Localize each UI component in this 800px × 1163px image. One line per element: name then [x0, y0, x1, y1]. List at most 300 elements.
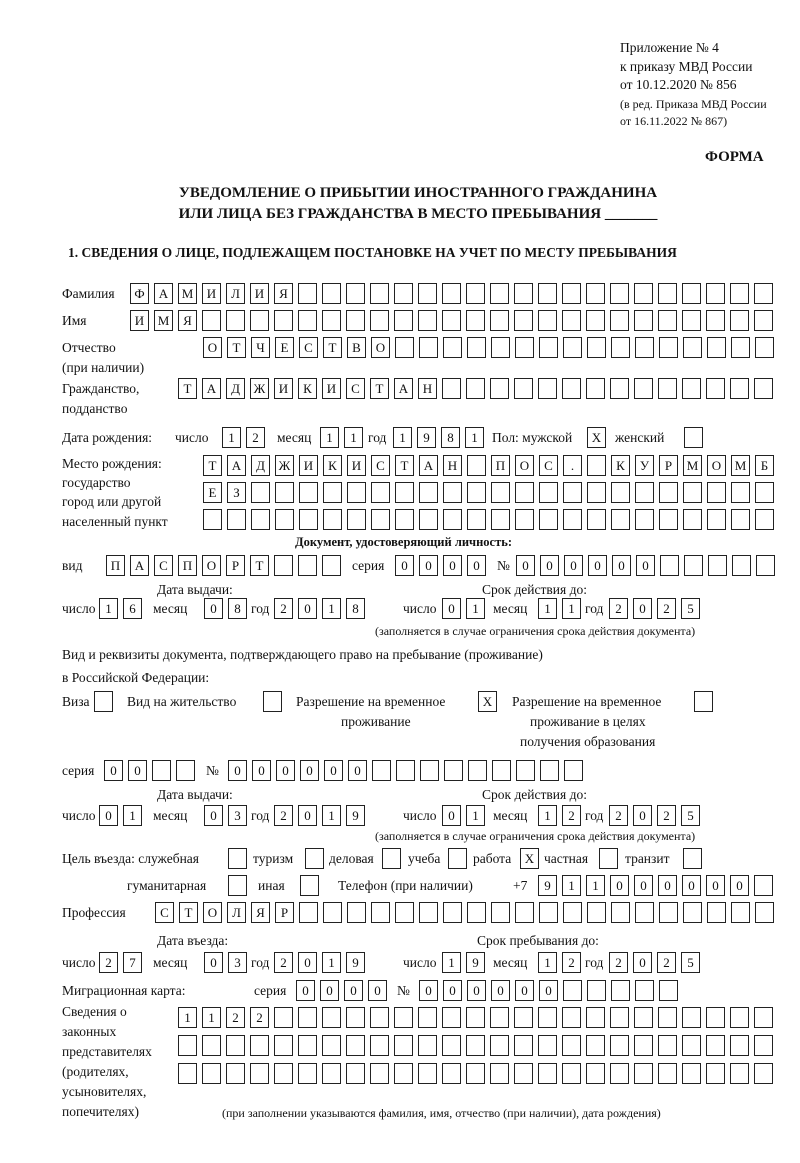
entry-year-field[interactable] [274, 952, 365, 973]
char-cell[interactable] [442, 283, 461, 304]
char-cell[interactable] [263, 691, 282, 712]
char-cell[interactable] [694, 691, 713, 712]
char-cell[interactable] [275, 509, 294, 530]
char-cell[interactable] [562, 283, 581, 304]
char-cell[interactable]: М [683, 455, 702, 476]
char-cell[interactable] [634, 1063, 653, 1084]
char-cell[interactable]: Ф [130, 283, 149, 304]
char-cell[interactable] [322, 555, 341, 576]
char-cell[interactable]: О [203, 337, 222, 358]
char-cell[interactable] [418, 1007, 437, 1028]
char-cell[interactable] [394, 310, 413, 331]
char-cell[interactable] [274, 555, 293, 576]
char-cell[interactable] [442, 310, 461, 331]
char-cell[interactable] [611, 482, 630, 503]
char-cell[interactable]: 2 [657, 952, 676, 973]
char-cell[interactable]: 0 [104, 760, 123, 781]
char-cell[interactable]: 1 [442, 952, 461, 973]
char-cell[interactable] [305, 848, 324, 869]
char-cell[interactable]: 0 [540, 555, 559, 576]
visa-checkbox[interactable] [94, 691, 113, 712]
dob-month-field[interactable] [320, 427, 363, 448]
char-cell[interactable]: 2 [274, 952, 293, 973]
char-cell[interactable] [466, 378, 485, 399]
char-cell[interactable] [298, 1007, 317, 1028]
char-cell[interactable]: 0 [658, 875, 677, 896]
char-cell[interactable] [228, 848, 247, 869]
char-cell[interactable] [298, 1035, 317, 1056]
char-cell[interactable] [298, 310, 317, 331]
char-cell[interactable] [658, 283, 677, 304]
char-cell[interactable] [347, 509, 366, 530]
mig-number-field[interactable] [419, 980, 678, 1001]
char-cell[interactable]: 2 [609, 952, 628, 973]
char-cell[interactable]: С [539, 455, 558, 476]
char-cell[interactable]: 0 [296, 980, 315, 1001]
char-cell[interactable] [683, 509, 702, 530]
char-cell[interactable]: И [274, 378, 293, 399]
char-cell[interactable] [658, 1035, 677, 1056]
char-cell[interactable]: 0 [633, 952, 652, 973]
char-cell[interactable] [539, 337, 558, 358]
char-cell[interactable] [538, 378, 557, 399]
char-cell[interactable] [94, 691, 113, 712]
char-cell[interactable] [754, 283, 773, 304]
pob-field-row1[interactable] [203, 455, 774, 476]
char-cell[interactable] [563, 337, 582, 358]
purpose-private-checkbox[interactable] [599, 848, 618, 869]
char-cell[interactable] [754, 1007, 773, 1028]
char-cell[interactable]: М [731, 455, 750, 476]
char-cell[interactable]: Д [251, 455, 270, 476]
char-cell[interactable] [755, 509, 774, 530]
char-cell[interactable]: 9 [346, 805, 365, 826]
char-cell[interactable] [395, 482, 414, 503]
char-cell[interactable] [562, 310, 581, 331]
char-cell[interactable]: Т [203, 455, 222, 476]
char-cell[interactable]: 2 [609, 598, 628, 619]
char-cell[interactable]: 2 [274, 805, 293, 826]
char-cell[interactable] [468, 760, 487, 781]
char-cell[interactable]: Н [443, 455, 462, 476]
char-cell[interactable]: 2 [99, 952, 118, 973]
char-cell[interactable]: Ж [275, 455, 294, 476]
char-cell[interactable] [683, 337, 702, 358]
temp-permit-checkbox[interactable] [478, 691, 497, 712]
char-cell[interactable]: Л [227, 902, 246, 923]
char-cell[interactable] [275, 482, 294, 503]
purpose-other-checkbox[interactable] [300, 875, 319, 896]
char-cell[interactable]: П [178, 555, 197, 576]
char-cell[interactable]: Я [178, 310, 197, 331]
char-cell[interactable]: 2 [274, 598, 293, 619]
char-cell[interactable] [176, 760, 195, 781]
char-cell[interactable] [707, 509, 726, 530]
char-cell[interactable]: 2 [657, 598, 676, 619]
char-cell[interactable]: 2 [657, 805, 676, 826]
pob-field-row3[interactable] [203, 509, 774, 530]
char-cell[interactable]: 0 [320, 980, 339, 1001]
char-cell[interactable]: 1 [393, 427, 412, 448]
char-cell[interactable]: 3 [228, 805, 247, 826]
char-cell[interactable] [682, 283, 701, 304]
stay-valid-year-field[interactable] [609, 805, 700, 826]
char-cell[interactable] [635, 902, 654, 923]
char-cell[interactable] [395, 337, 414, 358]
char-cell[interactable] [394, 1063, 413, 1084]
char-cell[interactable]: 0 [204, 805, 223, 826]
char-cell[interactable]: 6 [123, 598, 142, 619]
char-cell[interactable] [610, 283, 629, 304]
char-cell[interactable]: 9 [417, 427, 436, 448]
char-cell[interactable]: И [202, 283, 221, 304]
char-cell[interactable] [419, 337, 438, 358]
stay-valid-month-field[interactable] [538, 805, 581, 826]
char-cell[interactable] [587, 482, 606, 503]
char-cell[interactable] [418, 1035, 437, 1056]
char-cell[interactable] [586, 283, 605, 304]
char-cell[interactable] [706, 283, 725, 304]
char-cell[interactable] [538, 1063, 557, 1084]
char-cell[interactable] [539, 482, 558, 503]
char-cell[interactable] [634, 1035, 653, 1056]
char-cell[interactable]: 0 [467, 555, 486, 576]
char-cell[interactable] [322, 283, 341, 304]
char-cell[interactable] [562, 1007, 581, 1028]
char-cell[interactable]: 1 [538, 805, 557, 826]
char-cell[interactable] [299, 902, 318, 923]
char-cell[interactable]: X [478, 691, 497, 712]
char-cell[interactable]: 0 [204, 598, 223, 619]
char-cell[interactable]: 1 [465, 427, 484, 448]
purpose-study-checkbox[interactable] [448, 848, 467, 869]
char-cell[interactable] [298, 1063, 317, 1084]
char-cell[interactable] [467, 337, 486, 358]
char-cell[interactable] [586, 1035, 605, 1056]
char-cell[interactable] [514, 378, 533, 399]
char-cell[interactable]: Д [226, 378, 245, 399]
char-cell[interactable]: 7 [123, 952, 142, 973]
char-cell[interactable] [730, 1035, 749, 1056]
residence-permit-checkbox[interactable] [263, 691, 282, 712]
char-cell[interactable] [683, 902, 702, 923]
char-cell[interactable]: 1 [562, 875, 581, 896]
char-cell[interactable] [491, 509, 510, 530]
char-cell[interactable]: 9 [346, 952, 365, 973]
doc-valid-year-field[interactable] [609, 598, 700, 619]
sex-female-checkbox[interactable] [684, 427, 703, 448]
char-cell[interactable]: 0 [419, 980, 438, 1001]
reps-field-row2[interactable] [178, 1035, 773, 1056]
char-cell[interactable] [467, 902, 486, 923]
char-cell[interactable]: Р [226, 555, 245, 576]
char-cell[interactable] [634, 378, 653, 399]
char-cell[interactable]: 2 [562, 952, 581, 973]
char-cell[interactable] [492, 760, 511, 781]
char-cell[interactable]: 0 [491, 980, 510, 1001]
char-cell[interactable]: 8 [346, 598, 365, 619]
char-cell[interactable] [515, 509, 534, 530]
char-cell[interactable]: О [371, 337, 390, 358]
dob-year-field[interactable] [393, 427, 484, 448]
char-cell[interactable] [754, 378, 773, 399]
char-cell[interactable]: Т [370, 378, 389, 399]
char-cell[interactable] [658, 1007, 677, 1028]
char-cell[interactable] [178, 1035, 197, 1056]
char-cell[interactable] [682, 1007, 701, 1028]
char-cell[interactable] [466, 283, 485, 304]
char-cell[interactable] [756, 555, 775, 576]
char-cell[interactable]: А [202, 378, 221, 399]
char-cell[interactable] [634, 283, 653, 304]
char-cell[interactable]: 1 [322, 805, 341, 826]
doc-number-field[interactable] [516, 555, 775, 576]
patronymic-field[interactable] [203, 337, 774, 358]
char-cell[interactable] [730, 378, 749, 399]
entry-day-field[interactable] [99, 952, 142, 973]
char-cell[interactable] [394, 1035, 413, 1056]
char-cell[interactable]: 0 [610, 875, 629, 896]
char-cell[interactable]: 0 [539, 980, 558, 1001]
char-cell[interactable] [706, 310, 725, 331]
char-cell[interactable] [228, 875, 247, 896]
char-cell[interactable] [660, 555, 679, 576]
char-cell[interactable] [491, 337, 510, 358]
char-cell[interactable] [346, 1007, 365, 1028]
char-cell[interactable] [274, 1035, 293, 1056]
char-cell[interactable]: 0 [634, 875, 653, 896]
char-cell[interactable]: А [419, 455, 438, 476]
char-cell[interactable] [635, 337, 654, 358]
doc-issue-month-field[interactable] [204, 598, 247, 619]
mig-series-field[interactable] [296, 980, 387, 1001]
char-cell[interactable]: Ч [251, 337, 270, 358]
char-cell[interactable] [299, 509, 318, 530]
char-cell[interactable] [419, 509, 438, 530]
char-cell[interactable]: 0 [730, 875, 749, 896]
char-cell[interactable] [754, 875, 773, 896]
char-cell[interactable]: 2 [246, 427, 265, 448]
char-cell[interactable] [226, 1063, 245, 1084]
char-cell[interactable] [382, 848, 401, 869]
char-cell[interactable] [491, 902, 510, 923]
char-cell[interactable] [684, 427, 703, 448]
doc-issue-day-field[interactable] [99, 598, 142, 619]
char-cell[interactable] [659, 509, 678, 530]
char-cell[interactable]: Б [755, 455, 774, 476]
char-cell[interactable]: С [371, 455, 390, 476]
char-cell[interactable] [203, 509, 222, 530]
char-cell[interactable] [586, 310, 605, 331]
char-cell[interactable] [490, 1035, 509, 1056]
char-cell[interactable] [490, 310, 509, 331]
char-cell[interactable] [587, 509, 606, 530]
char-cell[interactable] [514, 1063, 533, 1084]
char-cell[interactable]: О [707, 455, 726, 476]
char-cell[interactable] [419, 902, 438, 923]
purpose-business-checkbox[interactable] [382, 848, 401, 869]
char-cell[interactable]: К [611, 455, 630, 476]
char-cell[interactable]: 0 [344, 980, 363, 1001]
char-cell[interactable] [587, 902, 606, 923]
char-cell[interactable] [300, 875, 319, 896]
char-cell[interactable]: 5 [681, 952, 700, 973]
char-cell[interactable] [372, 760, 391, 781]
char-cell[interactable] [611, 980, 630, 1001]
doc-kind-field[interactable] [106, 555, 341, 576]
char-cell[interactable]: 0 [467, 980, 486, 1001]
doc-series-field[interactable] [395, 555, 486, 576]
char-cell[interactable] [658, 378, 677, 399]
char-cell[interactable]: X [520, 848, 539, 869]
char-cell[interactable] [442, 1035, 461, 1056]
char-cell[interactable] [202, 1063, 221, 1084]
char-cell[interactable] [274, 1007, 293, 1028]
char-cell[interactable] [611, 337, 630, 358]
char-cell[interactable] [443, 337, 462, 358]
reps-field-row3[interactable] [178, 1063, 773, 1084]
char-cell[interactable] [443, 902, 462, 923]
char-cell[interactable] [732, 555, 751, 576]
char-cell[interactable]: 1 [344, 427, 363, 448]
char-cell[interactable]: 0 [636, 555, 655, 576]
char-cell[interactable] [731, 509, 750, 530]
char-cell[interactable]: З [227, 482, 246, 503]
char-cell[interactable] [706, 1035, 725, 1056]
char-cell[interactable] [491, 482, 510, 503]
char-cell[interactable] [370, 1035, 389, 1056]
char-cell[interactable] [419, 482, 438, 503]
char-cell[interactable]: 0 [515, 980, 534, 1001]
char-cell[interactable]: Т [227, 337, 246, 358]
char-cell[interactable] [226, 310, 245, 331]
stay-until-year-field[interactable] [609, 952, 700, 973]
char-cell[interactable] [515, 337, 534, 358]
char-cell[interactable]: 1 [322, 952, 341, 973]
dob-day-field[interactable] [222, 427, 265, 448]
char-cell[interactable] [635, 482, 654, 503]
char-cell[interactable]: И [347, 455, 366, 476]
char-cell[interactable] [731, 902, 750, 923]
char-cell[interactable] [634, 310, 653, 331]
char-cell[interactable] [250, 310, 269, 331]
char-cell[interactable] [418, 1063, 437, 1084]
char-cell[interactable] [490, 1007, 509, 1028]
char-cell[interactable] [731, 482, 750, 503]
char-cell[interactable] [707, 337, 726, 358]
char-cell[interactable] [754, 310, 773, 331]
char-cell[interactable]: О [203, 902, 222, 923]
char-cell[interactable] [562, 1063, 581, 1084]
char-cell[interactable] [347, 482, 366, 503]
char-cell[interactable] [442, 1007, 461, 1028]
char-cell[interactable] [658, 1063, 677, 1084]
char-cell[interactable] [708, 555, 727, 576]
char-cell[interactable] [659, 482, 678, 503]
char-cell[interactable]: 1 [466, 598, 485, 619]
char-cell[interactable]: А [394, 378, 413, 399]
char-cell[interactable]: И [130, 310, 149, 331]
char-cell[interactable] [323, 902, 342, 923]
stay-issue-year-field[interactable] [274, 805, 365, 826]
char-cell[interactable] [635, 980, 654, 1001]
char-cell[interactable]: 0 [633, 805, 652, 826]
char-cell[interactable] [323, 482, 342, 503]
char-cell[interactable] [274, 1063, 293, 1084]
char-cell[interactable] [538, 283, 557, 304]
char-cell[interactable] [514, 310, 533, 331]
char-cell[interactable]: 1 [322, 598, 341, 619]
char-cell[interactable]: Н [418, 378, 437, 399]
char-cell[interactable]: Я [274, 283, 293, 304]
char-cell[interactable] [539, 509, 558, 530]
char-cell[interactable] [322, 310, 341, 331]
char-cell[interactable] [730, 310, 749, 331]
char-cell[interactable]: А [227, 455, 246, 476]
char-cell[interactable] [707, 482, 726, 503]
char-cell[interactable] [226, 1035, 245, 1056]
char-cell[interactable]: П [491, 455, 510, 476]
char-cell[interactable] [202, 1035, 221, 1056]
char-cell[interactable]: 0 [204, 952, 223, 973]
char-cell[interactable]: 0 [300, 760, 319, 781]
char-cell[interactable]: Л [226, 283, 245, 304]
char-cell[interactable] [563, 509, 582, 530]
char-cell[interactable] [490, 378, 509, 399]
char-cell[interactable] [707, 902, 726, 923]
char-cell[interactable]: И [299, 455, 318, 476]
char-cell[interactable]: 1 [562, 598, 581, 619]
char-cell[interactable]: 0 [612, 555, 631, 576]
char-cell[interactable] [682, 310, 701, 331]
char-cell[interactable]: 1 [123, 805, 142, 826]
char-cell[interactable] [274, 310, 293, 331]
char-cell[interactable]: О [202, 555, 221, 576]
char-cell[interactable] [418, 310, 437, 331]
char-cell[interactable]: 0 [99, 805, 118, 826]
char-cell[interactable] [563, 902, 582, 923]
char-cell[interactable] [730, 1007, 749, 1028]
char-cell[interactable]: С [346, 378, 365, 399]
char-cell[interactable] [514, 1035, 533, 1056]
entry-month-field[interactable] [204, 952, 247, 973]
char-cell[interactable] [371, 482, 390, 503]
char-cell[interactable]: М [154, 310, 173, 331]
char-cell[interactable] [250, 1035, 269, 1056]
char-cell[interactable] [298, 555, 317, 576]
doc-valid-day-field[interactable] [442, 598, 485, 619]
char-cell[interactable] [395, 902, 414, 923]
char-cell[interactable] [442, 1063, 461, 1084]
char-cell[interactable]: 1 [538, 952, 557, 973]
char-cell[interactable] [298, 283, 317, 304]
char-cell[interactable] [683, 482, 702, 503]
char-cell[interactable] [634, 1007, 653, 1028]
char-cell[interactable]: 1 [202, 1007, 221, 1028]
char-cell[interactable] [684, 555, 703, 576]
char-cell[interactable] [395, 509, 414, 530]
char-cell[interactable] [466, 1035, 485, 1056]
char-cell[interactable]: С [154, 555, 173, 576]
char-cell[interactable] [610, 310, 629, 331]
char-cell[interactable] [347, 902, 366, 923]
char-cell[interactable] [610, 1007, 629, 1028]
char-cell[interactable] [754, 1063, 773, 1084]
char-cell[interactable] [227, 509, 246, 530]
char-cell[interactable]: 2 [250, 1007, 269, 1028]
char-cell[interactable] [706, 378, 725, 399]
char-cell[interactable]: 0 [442, 598, 461, 619]
